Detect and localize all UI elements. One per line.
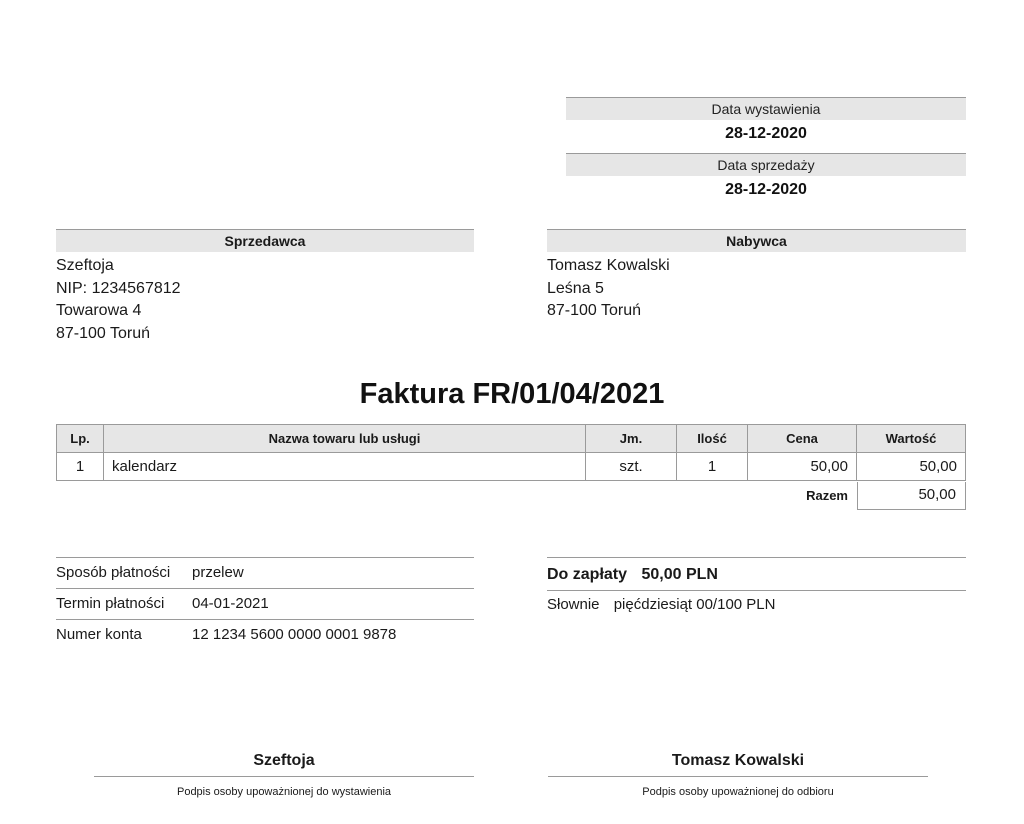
- amount-words-value: pięćdziesiąt 00/100 PLN: [613, 596, 776, 613]
- seller-details: [56, 255, 181, 345]
- buyer-name: Tomasz Kowalski: [547, 257, 670, 274]
- account-number-label: Numer konta: [56, 626, 142, 643]
- amount-due: [547, 557, 966, 591]
- payment-method-value: przelew: [192, 564, 244, 581]
- amount-due-label: Do zapłaty: [547, 566, 628, 583]
- amount-words-label: Słownie: [547, 596, 600, 613]
- payment-method-row: [56, 557, 474, 588]
- seller-heading: Sprzedawca: [56, 229, 474, 252]
- cell-qty: 1: [677, 453, 748, 481]
- amount-due-value: 50,00 PLN: [641, 566, 718, 583]
- header-qty: Ilość: [677, 425, 748, 453]
- buyer-street: Leśna 5: [547, 279, 604, 297]
- seller-signature-caption: Podpis osoby upoważnionej do wystawienia: [176, 786, 392, 798]
- account-number-value: 12 1234 5600 0000 0001 9878: [192, 626, 397, 643]
- cell-lp: 1: [57, 453, 104, 481]
- seller-nip: NIP: 1234567812: [56, 279, 181, 297]
- issue-date-label: Data wystawienia: [566, 97, 966, 120]
- seller-signature-name: Szeftoja: [253, 752, 315, 769]
- payment-term-value: 04-01-2021: [192, 595, 269, 612]
- account-number-row: [56, 619, 474, 650]
- buyer-signature-line: [548, 776, 928, 777]
- payment-term-row: [56, 588, 474, 619]
- seller-name: Szeftoja: [56, 257, 114, 274]
- seller-city: 87-100 Toruń: [56, 324, 150, 342]
- payment-term-label: Termin płatności: [56, 595, 165, 612]
- items-table: [56, 424, 966, 481]
- buyer-heading: Nabywca: [547, 229, 966, 252]
- cell-value: 50,00: [857, 453, 966, 481]
- invoice-title: Faktura FR/01/04/2021: [359, 378, 665, 410]
- header-name: Nazwa towaru lub usługi: [104, 425, 586, 453]
- header-lp: Lp.: [57, 425, 104, 453]
- total-label: Razem: [806, 488, 848, 503]
- sale-date-value: 28-12-2020: [725, 181, 807, 198]
- seller-street: Towarowa 4: [56, 302, 142, 319]
- amount-in-words: [547, 596, 775, 613]
- sale-date-label: Data sprzedaży: [566, 153, 966, 176]
- cell-unit: szt.: [586, 453, 677, 481]
- seller-signature-line: [94, 776, 474, 777]
- payment-method-label: Sposób płatności: [56, 564, 171, 581]
- total-value: 50,00: [857, 482, 966, 510]
- buyer-city: 87-100 Toruń: [547, 302, 641, 319]
- cell-name: kalendarz: [104, 453, 586, 481]
- header-unit: Jm.: [586, 425, 677, 453]
- table-header-row: [57, 425, 966, 453]
- cell-price: 50,00: [748, 453, 857, 481]
- header-price: Cena: [748, 425, 857, 453]
- buyer-signature-caption: Podpis osoby upoważnionej do odbioru: [642, 786, 834, 798]
- buyer-signature-name: Tomasz Kowalski: [671, 752, 805, 769]
- issue-date-value: 28-12-2020: [725, 125, 807, 142]
- buyer-details: [547, 255, 670, 323]
- header-value: Wartość: [857, 425, 966, 453]
- table-row: [57, 453, 966, 481]
